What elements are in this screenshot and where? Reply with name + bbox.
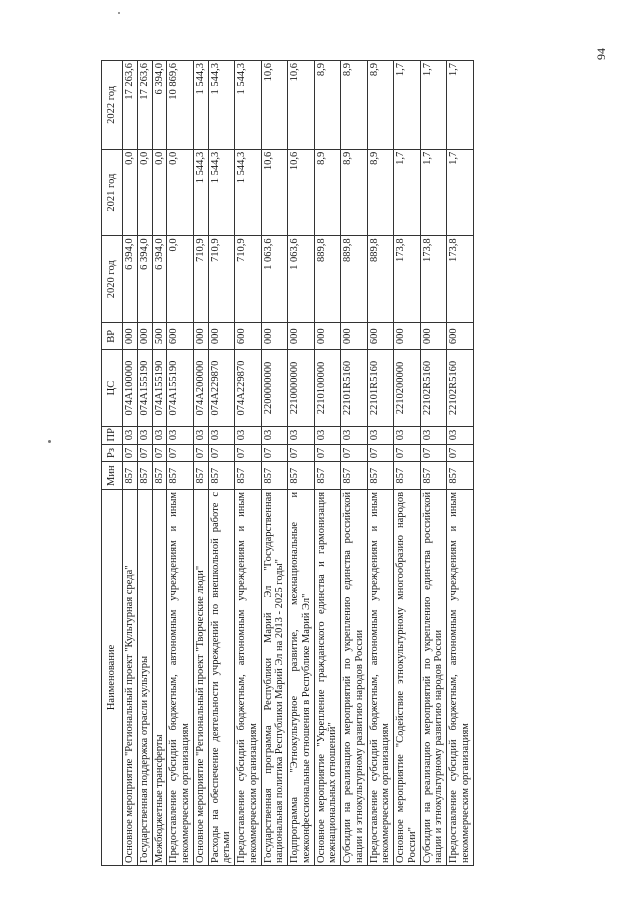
cell-name: Субсидии на реализацию мероприятий по укреплению единства российской нации и этнокультурному развитию народов России [420, 489, 447, 865]
cell-cs: 22102R5160 [447, 350, 474, 426]
cell-name: Основное мероприятие "Региональный проект "Культурная среда" [123, 489, 138, 865]
cell-pr: 03 [261, 426, 288, 444]
header-name: Наименование [102, 489, 123, 865]
cell-cs: 074A155190 [167, 350, 194, 426]
table-row [208, 61, 235, 866]
cell-rz: 07 [341, 444, 368, 462]
table-row [394, 61, 421, 866]
cell-2020: 6 394,0 [152, 236, 167, 323]
cell-2021: 0,0 [167, 149, 194, 236]
cell-min: 857 [367, 462, 394, 489]
cell-cs: 22101R5160 [367, 350, 394, 426]
cell-pr: 03 [394, 426, 421, 444]
cell-vr: 500 [152, 323, 167, 350]
cell-vr: 000 [208, 323, 235, 350]
cell-pr: 03 [123, 426, 138, 444]
cell-2022: 17 263,6 [123, 61, 138, 150]
cell-name: Субсидии на реализацию мероприятий по укреплению единства российской нации и этнокультурному развитию народов России [341, 489, 368, 865]
header-2021: 2021 год [102, 149, 123, 236]
table-header-row [102, 61, 123, 866]
header-vr: ВР [102, 323, 123, 350]
cell-min: 857 [341, 462, 368, 489]
cell-cs: 2210000000 [288, 350, 315, 426]
cell-pr: 03 [341, 426, 368, 444]
table-row [341, 61, 368, 866]
cell-pr: 03 [235, 426, 262, 444]
cell-2020: 889,8 [367, 236, 394, 323]
cell-vr: 600 [447, 323, 474, 350]
cell-min: 857 [261, 462, 288, 489]
cell-vr: 000 [341, 323, 368, 350]
cell-rz: 07 [261, 444, 288, 462]
cell-2021: 0,0 [123, 149, 138, 236]
cell-pr: 03 [420, 426, 447, 444]
cell-2022: 8,9 [314, 61, 341, 150]
cell-2021: 1,7 [447, 149, 474, 236]
cell-2021: 1,7 [420, 149, 447, 236]
cell-2021: 8,9 [314, 149, 341, 236]
budget-table [101, 60, 474, 866]
cell-2022: 8,9 [341, 61, 368, 150]
header-rz: Рз [102, 444, 123, 462]
cell-cs: 074A155190 [137, 350, 152, 426]
cell-2020: 889,8 [314, 236, 341, 323]
table-row [235, 61, 262, 866]
header-min: Мин [102, 462, 123, 489]
cell-rz: 07 [447, 444, 474, 462]
cell-2022: 6 394,0 [152, 61, 167, 150]
cell-min: 857 [314, 462, 341, 489]
cell-vr: 000 [261, 323, 288, 350]
cell-2021: 8,9 [367, 149, 394, 236]
cell-2020: 1 063,6 [261, 236, 288, 323]
cell-min: 857 [288, 462, 315, 489]
cell-rz: 07 [167, 444, 194, 462]
cell-2022: 8,9 [367, 61, 394, 150]
cell-2021: 1 544,3 [193, 149, 208, 236]
cell-name: Предоставление субсидий бюджетным, автономным учреждениям и иным некоммерческим организациям [447, 489, 474, 865]
cell-min: 857 [447, 462, 474, 489]
cell-2020: 710,9 [193, 236, 208, 323]
cell-vr: 000 [193, 323, 208, 350]
table-row [314, 61, 341, 866]
cell-vr: 600 [167, 323, 194, 350]
cell-vr: 600 [367, 323, 394, 350]
cell-cs: 074A155190 [152, 350, 167, 426]
table-row [261, 61, 288, 866]
cell-name: Межбюджетные трансферты [152, 489, 167, 865]
header-cs: ЦС [102, 350, 123, 426]
rotated-table-wrapper [101, 60, 585, 866]
cell-cs: 074A229870 [208, 350, 235, 426]
cell-min: 857 [420, 462, 447, 489]
cell-2020: 173,8 [394, 236, 421, 323]
cell-pr: 03 [288, 426, 315, 444]
cell-pr: 03 [137, 426, 152, 444]
cell-2022: 1,7 [447, 61, 474, 150]
cell-2020: 6 394,0 [123, 236, 138, 323]
table-row [447, 61, 474, 866]
cell-rz: 07 [208, 444, 235, 462]
cell-cs: 2210200000 [394, 350, 421, 426]
header-2020: 2020 год [102, 236, 123, 323]
cell-min: 857 [193, 462, 208, 489]
cell-cs: 074A100000 [123, 350, 138, 426]
cell-rz: 07 [235, 444, 262, 462]
cell-rz: 07 [152, 444, 167, 462]
scan-smudge [118, 12, 120, 14]
cell-vr: 000 [314, 323, 341, 350]
cell-2021: 1,7 [394, 149, 421, 236]
cell-cs: 2210100000 [314, 350, 341, 426]
table-row [137, 61, 152, 866]
cell-2020: 173,8 [420, 236, 447, 323]
cell-min: 857 [208, 462, 235, 489]
cell-vr: 000 [137, 323, 152, 350]
cell-2022: 10,6 [288, 61, 315, 150]
table-row [123, 61, 138, 866]
cell-vr: 000 [420, 323, 447, 350]
cell-name: Основное мероприятие "Укрепление гражданского единства и гармонизация межнациональных отношений" [314, 489, 341, 865]
cell-2021: 10,6 [261, 149, 288, 236]
cell-pr: 03 [367, 426, 394, 444]
cell-min: 857 [137, 462, 152, 489]
cell-name: Предоставление субсидий бюджетным, автономным учреждениям и иным некоммерческим организациям [235, 489, 262, 865]
cell-pr: 03 [314, 426, 341, 444]
cell-pr: 03 [152, 426, 167, 444]
cell-2020: 710,9 [235, 236, 262, 323]
cell-2022: 1,7 [394, 61, 421, 150]
cell-2021: 1 544,3 [208, 149, 235, 236]
cell-2020: 173,8 [447, 236, 474, 323]
cell-2021: 8,9 [341, 149, 368, 236]
cell-2020: 0,0 [167, 236, 194, 323]
cell-name: Государственная программа Республики Марий Эл "Государственная национальная политика Республики Марий Эл на 2013 - 2025 годы" [261, 489, 288, 865]
scan-smudge [48, 440, 51, 443]
cell-name: Основное мероприятие "Содействие этнокультурному многообразию народов России" [394, 489, 421, 865]
cell-min: 857 [167, 462, 194, 489]
cell-vr: 000 [394, 323, 421, 350]
table-row [367, 61, 394, 866]
cell-rz: 07 [137, 444, 152, 462]
cell-pr: 03 [208, 426, 235, 444]
table-row [288, 61, 315, 866]
cell-rz: 07 [420, 444, 447, 462]
cell-2022: 1 544,3 [193, 61, 208, 150]
table-row [420, 61, 447, 866]
cell-vr: 600 [235, 323, 262, 350]
cell-2020: 1 063,6 [288, 236, 315, 323]
cell-min: 857 [123, 462, 138, 489]
page-number: 94 [594, 48, 608, 60]
cell-cs: 2200000000 [261, 350, 288, 426]
cell-rz: 07 [394, 444, 421, 462]
cell-vr: 000 [123, 323, 138, 350]
table-row [152, 61, 167, 866]
cell-2021: 10,6 [288, 149, 315, 236]
cell-rz: 07 [193, 444, 208, 462]
cell-name: Расходы на обеспечение деятельности учреждений по внешкольной работе с детьми [208, 489, 235, 865]
cell-2022: 10,6 [261, 61, 288, 150]
header-2022: 2022 год [102, 61, 123, 150]
table-row [193, 61, 208, 866]
cell-name: Подпрограмма "Этнокультурное развитие, межнациональные и межконфессиональные отношения в Республике Марий Эл" [288, 489, 315, 865]
cell-2022: 1 544,3 [208, 61, 235, 150]
cell-rz: 07 [314, 444, 341, 462]
cell-2021: 0,0 [137, 149, 152, 236]
cell-cs: 22102R5160 [420, 350, 447, 426]
cell-2022: 10 869,6 [167, 61, 194, 150]
cell-pr: 03 [447, 426, 474, 444]
cell-name: Предоставление субсидий бюджетным, автономным учреждениям и иным некоммерческим организациям [167, 489, 194, 865]
cell-2020: 889,8 [341, 236, 368, 323]
cell-cs: 074A200000 [193, 350, 208, 426]
cell-cs: 074A229870 [235, 350, 262, 426]
cell-cs: 22101R5160 [341, 350, 368, 426]
cell-2020: 710,9 [208, 236, 235, 323]
header-pr: ПР [102, 426, 123, 444]
cell-vr: 000 [288, 323, 315, 350]
cell-2022: 1 544,3 [235, 61, 262, 150]
cell-rz: 07 [288, 444, 315, 462]
cell-2020: 6 394,0 [137, 236, 152, 323]
cell-min: 857 [235, 462, 262, 489]
cell-name: Предоставление субсидий бюджетным, автономным учреждениям и иным некоммерческим организациям [367, 489, 394, 865]
cell-pr: 03 [193, 426, 208, 444]
cell-min: 857 [394, 462, 421, 489]
cell-pr: 03 [167, 426, 194, 444]
cell-min: 857 [152, 462, 167, 489]
cell-name: Основное мероприятие "Региональный проект "Творческие люди" [193, 489, 208, 865]
cell-name: Государственная поддержка отрасли культуры [137, 489, 152, 865]
table-body [123, 61, 474, 866]
cell-rz: 07 [123, 444, 138, 462]
cell-rz: 07 [367, 444, 394, 462]
table-row [167, 61, 194, 866]
cell-2022: 17 263,6 [137, 61, 152, 150]
cell-2021: 0,0 [152, 149, 167, 236]
cell-2021: 1 544,3 [235, 149, 262, 236]
cell-2022: 1,7 [420, 61, 447, 150]
